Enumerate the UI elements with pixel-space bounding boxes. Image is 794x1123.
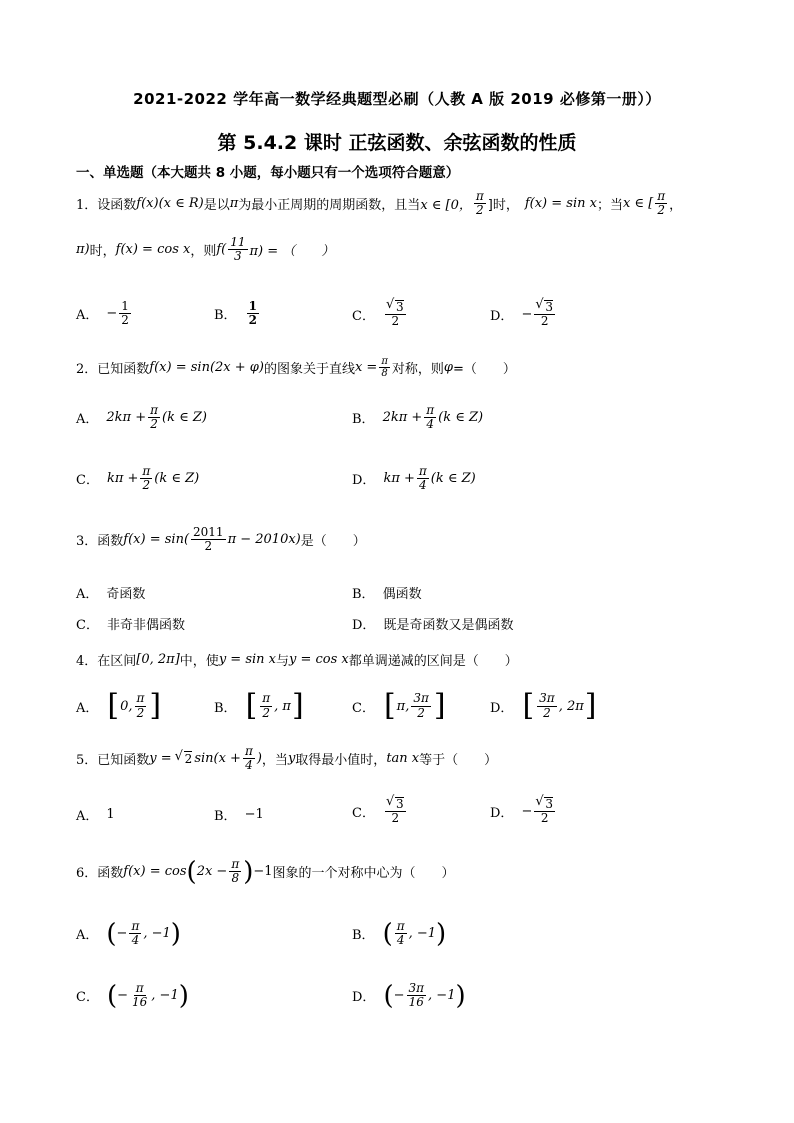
right-bracket: ] <box>291 688 304 723</box>
sqrt-radicand: √ 3 <box>544 797 553 811</box>
math-expression: sin(x + <box>194 751 241 767</box>
fraction-denominator: 16 <box>408 995 424 1010</box>
option-fraction <box>395 920 407 947</box>
question-text: 是以 <box>203 198 230 214</box>
question-text: 函数 <box>97 866 124 882</box>
sqrt-radicand: √ 2 <box>184 751 193 766</box>
question-2-option-a[interactable] <box>76 404 207 431</box>
question-4-option-c[interactable] <box>352 688 447 723</box>
option-expression: kπ + <box>106 471 139 487</box>
option-text: 非奇非偶函数 <box>106 618 185 633</box>
right-paren: ) <box>170 918 181 949</box>
fraction-numerator: 3π <box>413 691 429 706</box>
option-label: D． <box>490 308 514 324</box>
option-fraction <box>411 692 431 719</box>
right-paren: ) <box>178 980 189 1011</box>
question-6-line <box>76 858 455 885</box>
option-fraction <box>260 692 272 719</box>
math-expression: f( <box>216 242 227 258</box>
left-paren: ( <box>106 918 117 949</box>
option-label: C． <box>76 618 99 633</box>
option-label: A． <box>76 928 99 944</box>
left-paren: ( <box>106 980 118 1011</box>
question-6-option-a[interactable] <box>76 920 181 947</box>
sqrt-radicand: √ 3 <box>395 797 404 811</box>
question-text: 为最小正周期的周期函数，且当 <box>238 198 421 214</box>
fraction-denominator: 2 <box>121 313 129 328</box>
fraction <box>229 858 241 885</box>
right-paren: ) <box>455 980 466 1011</box>
option-expression: kπ + <box>383 471 415 487</box>
math-symbol: φ <box>443 360 454 375</box>
question-text: =（ ） <box>453 362 516 377</box>
fraction <box>243 745 255 772</box>
option-label: A． <box>76 308 99 324</box>
question-1-line-1 <box>76 190 682 217</box>
option-label: B． <box>352 587 375 602</box>
fraction-denominator: 2 <box>391 314 400 329</box>
math-symbol: π <box>229 196 239 212</box>
question-4-option-d[interactable] <box>490 688 598 723</box>
question-5-option-d[interactable] <box>490 797 557 825</box>
option-fraction <box>534 300 555 328</box>
fraction-denominator: 2 <box>540 811 549 826</box>
option-label: B． <box>214 809 237 824</box>
option-sign: − <box>393 988 405 1004</box>
fraction <box>655 190 667 217</box>
question-6-option-d[interactable] <box>352 982 466 1009</box>
fraction-denominator: 2 <box>136 705 145 720</box>
question-text: 设函数 <box>97 198 137 214</box>
fraction-denominator: 8 <box>381 368 388 379</box>
fraction-numerator: π <box>262 691 271 706</box>
option-label: D． <box>352 618 376 633</box>
question-1-option-c[interactable] <box>352 300 408 328</box>
fraction-denominator: 2 <box>657 203 666 218</box>
question-4-option-a[interactable] <box>76 688 162 723</box>
fraction-denominator: 2 <box>150 417 158 432</box>
question-3-option-d[interactable] <box>352 614 513 633</box>
question-text: 已知函数 <box>97 362 150 377</box>
option-label: C． <box>76 473 99 489</box>
question-6-option-c[interactable] <box>76 982 189 1009</box>
math-expression: 2x − <box>196 864 228 880</box>
fraction-denominator: 2 <box>417 705 425 720</box>
option-sign: − <box>116 926 128 942</box>
option-label: D． <box>352 990 376 1006</box>
option-fraction <box>148 404 160 431</box>
question-1-option-d[interactable] <box>490 300 557 328</box>
question-number: 6． <box>76 866 98 882</box>
option-label: A． <box>76 809 99 824</box>
question-text: 函数 <box>97 534 124 550</box>
question-number: 2． <box>76 362 98 377</box>
left-bracket: [ <box>522 688 535 723</box>
option-sign: − <box>521 803 533 819</box>
option-fraction <box>417 465 429 492</box>
document-header-title: 2021-2022 学年高一数学经典题型必刷（人教 A 版 2019 必修第一册）） <box>133 90 661 108</box>
question-text: 都单调递减的区间是（ ） <box>348 654 518 669</box>
right-bracket: ] <box>584 688 597 723</box>
fraction-numerator: 3π <box>408 981 425 995</box>
question-text: ；当 <box>596 198 623 214</box>
question-text: 对称，则 <box>391 362 444 377</box>
option-label: D． <box>352 473 376 489</box>
interval-end: , π <box>274 698 291 714</box>
fraction-denominator: 2 <box>391 811 400 826</box>
option-label: B． <box>352 412 375 428</box>
fraction-denominator: 4 <box>426 417 435 432</box>
fraction-numerator: π <box>142 464 151 478</box>
question-3-option-b[interactable] <box>352 583 422 602</box>
left-bracket: [ <box>107 688 120 723</box>
fraction-numerator: 2011 <box>193 525 224 539</box>
question-2-line <box>76 356 516 379</box>
option-label: C． <box>76 990 99 1006</box>
math-expression: −1 <box>253 864 273 880</box>
question-5-option-a[interactable] <box>76 805 115 824</box>
fraction-numerator: π <box>475 189 484 203</box>
option-expression: (k ∈ Z) <box>430 471 476 487</box>
question-text: ， <box>669 198 683 214</box>
interval-end: , 2π <box>558 698 584 714</box>
fraction-numerator: 1 <box>248 299 257 313</box>
option-fraction <box>407 982 427 1009</box>
option-sign: − <box>117 988 129 1004</box>
option-expression: (k ∈ Z) <box>162 410 207 426</box>
option-fraction <box>119 300 131 327</box>
option-fraction <box>534 797 555 825</box>
fraction-denominator: 8 <box>231 871 240 886</box>
left-paren: ( <box>186 856 197 887</box>
question-text: 的图象关于直线 <box>263 362 355 377</box>
sqrt-radicand: √ 3 <box>395 300 404 314</box>
option-expression: , −1 <box>151 988 179 1004</box>
option-text: 既是奇函数又是偶函数 <box>383 618 514 633</box>
fraction-numerator: π <box>131 919 140 933</box>
option-label: A． <box>76 412 99 428</box>
math-expression: x = <box>354 360 378 375</box>
option-expression: (k ∈ Z) <box>154 471 200 487</box>
fraction-denominator: 2 <box>262 705 271 720</box>
math-expression: y = cos x <box>289 652 349 667</box>
question-2-option-b[interactable] <box>352 404 483 431</box>
right-paren: ) <box>436 918 447 949</box>
option-label: D． <box>490 805 514 821</box>
math-expression: x ∈ [0， <box>420 198 472 214</box>
question-3-option-c[interactable] <box>76 614 185 633</box>
option-expression: (k ∈ Z) <box>438 410 484 426</box>
option-sign: − <box>521 306 533 322</box>
fraction-numerator: π <box>150 403 158 417</box>
option-text: −1 <box>244 807 264 822</box>
fraction-denominator: 2 <box>248 313 257 328</box>
fraction-denominator: 2 <box>204 539 213 554</box>
option-fraction <box>140 465 152 492</box>
option-fraction <box>385 797 406 825</box>
math-expression: π) <box>76 242 90 258</box>
left-paren: ( <box>383 980 394 1011</box>
question-text: 等于（ ） <box>419 753 498 769</box>
fraction-numerator: π <box>244 744 253 758</box>
fraction-numerator: 11 <box>230 235 246 249</box>
fraction-numerator: π <box>396 919 405 933</box>
option-label: A． <box>76 587 99 602</box>
math-expression: x ∈ [ <box>622 196 654 212</box>
math-expression: f(x) = cos <box>123 864 187 880</box>
question-5-line <box>76 745 497 772</box>
lesson-title: 第 5.4.2 课时 正弦函数、余弦函数的性质 <box>217 132 577 154</box>
math-expression: [0, 2π] <box>136 652 180 667</box>
right-bracket: ] <box>149 688 162 723</box>
option-fraction <box>424 404 436 431</box>
question-4-option-b[interactable] <box>214 688 305 723</box>
math-expression: f(x) = sin( <box>123 532 190 548</box>
math-expression: π − 2010x) <box>227 532 301 548</box>
interval-start: π, <box>396 698 410 714</box>
math-symbol: y <box>287 751 296 767</box>
fraction-numerator: π <box>381 356 388 367</box>
question-2-option-d[interactable] <box>352 465 476 492</box>
fraction-numerator: π <box>657 189 666 203</box>
question-number: 4． <box>76 654 98 669</box>
math-expression: f(x)(x ∈ R) <box>136 196 204 212</box>
fraction-denominator: 2 <box>543 705 551 720</box>
option-fraction <box>129 920 141 947</box>
option-label: C． <box>352 308 375 324</box>
option-fraction <box>537 692 557 719</box>
question-text: ，则 <box>190 244 217 260</box>
right-paren: ) <box>243 856 254 887</box>
fraction-denominator: 16 <box>132 995 148 1010</box>
question-number: 5． <box>76 753 98 769</box>
right-bracket: ] <box>433 688 446 723</box>
option-expression: 2kπ + <box>106 410 147 426</box>
question-5-option-c[interactable] <box>352 797 408 825</box>
fraction-numerator: 3π <box>539 691 555 706</box>
option-sign: − <box>106 306 118 322</box>
question-text: 图象的一个对称中心为（ ） <box>272 866 455 882</box>
option-text: 偶函数 <box>382 587 422 602</box>
question-text: 时， <box>89 244 116 260</box>
fraction-numerator: π <box>426 403 435 417</box>
fraction-denominator: 2 <box>476 203 484 218</box>
option-label: B． <box>214 308 237 324</box>
fraction-numerator: π <box>418 464 427 478</box>
fraction-denominator: 4 <box>419 478 427 493</box>
fraction-denominator: 4 <box>131 933 140 948</box>
question-number: 1． <box>76 198 98 214</box>
question-text: 已知函数 <box>97 753 150 769</box>
option-label: B． <box>214 700 237 716</box>
question-1-option-a[interactable] <box>76 300 133 327</box>
question-2-option-c[interactable] <box>76 465 199 492</box>
fraction-denominator: 2 <box>540 314 549 329</box>
left-bracket: [ <box>383 688 396 723</box>
question-5-option-b[interactable] <box>214 805 264 824</box>
question-text: ，当 <box>261 753 288 769</box>
math-expression: f(x) = sin(2x + φ) <box>149 360 264 375</box>
option-label: C． <box>352 805 375 821</box>
option-label: C． <box>352 700 375 716</box>
sqrt-radicand: √ 3 <box>544 300 553 314</box>
option-label: B． <box>352 928 375 944</box>
option-expression: 2kπ + <box>382 410 423 426</box>
fraction-numerator: 1 <box>121 299 129 313</box>
question-text: 与 <box>275 654 289 669</box>
interval-start: 0, <box>120 698 133 714</box>
option-label: D． <box>490 700 514 716</box>
left-bracket: [ <box>245 688 258 723</box>
fraction-denominator: 2 <box>142 478 151 493</box>
question-6-option-b[interactable] <box>352 920 446 947</box>
math-expression: f(x) = cos x <box>115 242 191 258</box>
option-label: A． <box>76 700 99 716</box>
question-text: 取得最小值时， <box>295 753 387 769</box>
question-text: 在区间 <box>97 654 137 669</box>
option-text: 奇函数 <box>106 587 146 602</box>
fraction <box>228 236 247 263</box>
question-3-line <box>76 526 366 553</box>
question-1-option-b[interactable] <box>214 300 261 327</box>
fraction-denominator: 4 <box>396 933 405 948</box>
math-expression: y = <box>149 751 172 767</box>
fraction <box>474 190 486 217</box>
fraction <box>191 526 226 553</box>
fraction-numerator: π <box>231 857 240 871</box>
option-text: 1 <box>106 807 115 822</box>
left-paren: ( <box>382 918 393 949</box>
question-text: ]时， <box>487 198 519 214</box>
option-fraction <box>130 982 149 1009</box>
fraction-numerator: π <box>135 981 144 995</box>
fraction <box>379 356 390 379</box>
question-text: 中，使 <box>179 654 219 669</box>
section-heading: 一、单选题（本大题共 8 小题，每小题只有一个选项符合题意） <box>76 165 460 181</box>
option-fraction <box>385 300 406 328</box>
question-1-line-2 <box>76 236 334 263</box>
question-number: 3． <box>76 534 98 550</box>
option-fraction <box>135 692 147 719</box>
option-expression: , −1 <box>143 926 171 942</box>
math-expression: f(x) = sin x <box>524 196 597 212</box>
fraction-denominator: 4 <box>245 758 253 773</box>
option-expression: , −1 <box>408 926 437 942</box>
question-4-line <box>76 650 518 669</box>
fraction-denominator: 3 <box>234 249 242 264</box>
fraction-numerator: π <box>136 691 145 706</box>
math-expression: y = sin x <box>218 652 276 667</box>
question-3-option-a[interactable] <box>76 583 145 602</box>
question-text: 是（ ） <box>300 534 366 550</box>
math-expression: tan x <box>386 751 420 767</box>
math-expression: ) <box>256 751 262 767</box>
option-fraction <box>247 300 259 327</box>
math-expression: π) = （ ） <box>249 244 335 260</box>
option-expression: , −1 <box>428 988 456 1004</box>
